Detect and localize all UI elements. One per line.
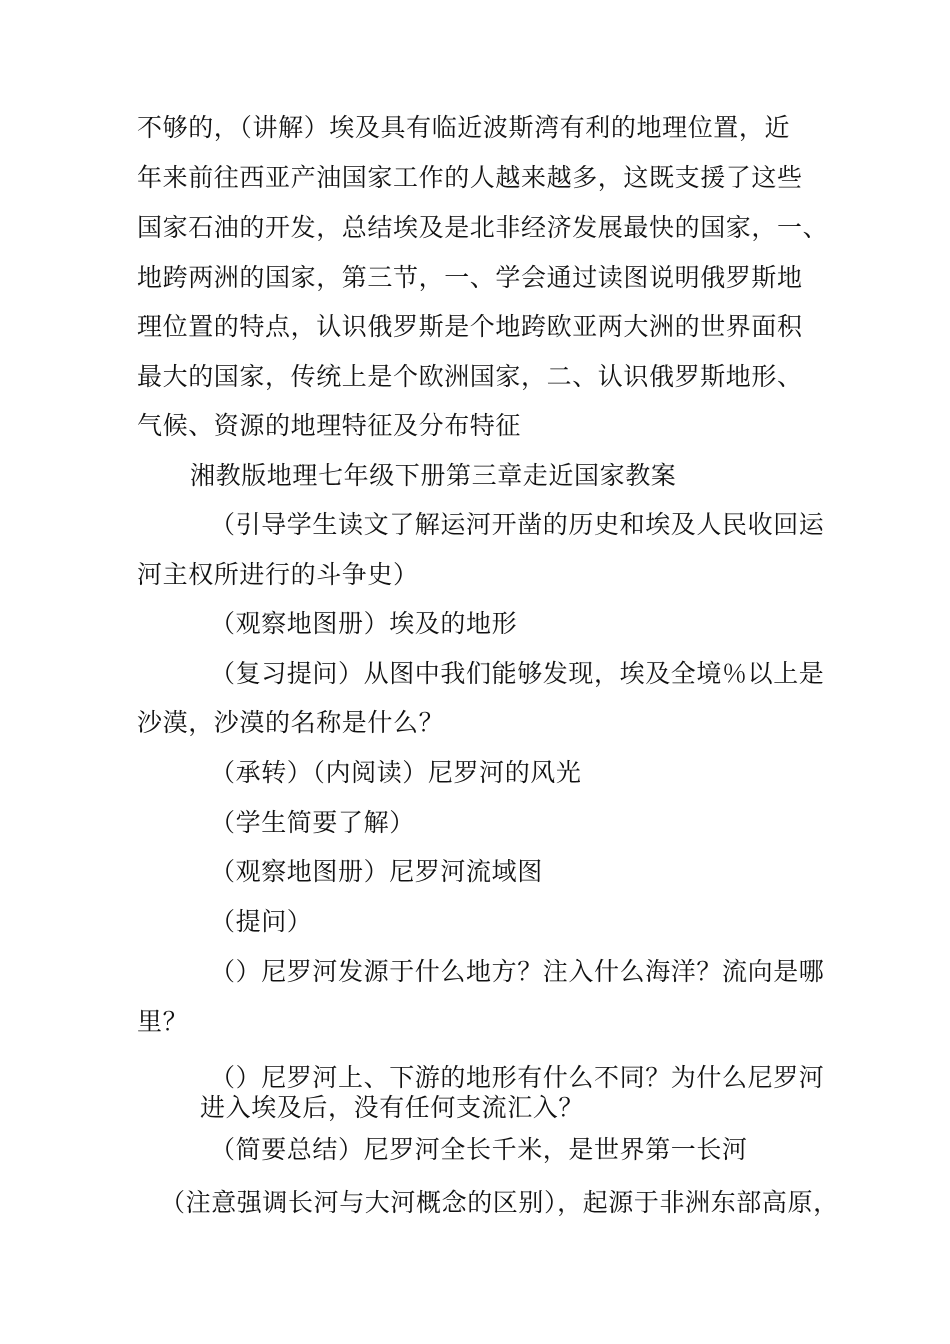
text-line: （观察地图册）尼罗河流域图	[210, 857, 543, 886]
text-line: 地跨两洲的国家，第三节，一、学会通过读图说明俄罗斯地	[137, 263, 803, 292]
text-line: 里？	[137, 1007, 189, 1036]
text-line: 理位置的特点，认识俄罗斯是个地跨欧亚两大洲的世界面积	[137, 312, 803, 341]
text-line: （）尼罗河上、下游的地形有什么不同？为什么尼罗河	[210, 1063, 825, 1092]
text-line: 沙漠，沙漠的名称是什么？	[137, 708, 445, 737]
text-line: （学生简要了解）	[210, 808, 415, 837]
text-line: 河主权所进行的斗争史）	[137, 560, 419, 589]
text-line: （提问）	[210, 907, 313, 936]
text-line: （承转）（内阅读）尼罗河的风光	[210, 758, 582, 787]
text-line: （注意强调长河与大河概念的区别），起源于非洲东部高原，	[160, 1188, 839, 1217]
text-line: （复习提问）从图中我们能够发现，埃及全境％以上是	[210, 659, 825, 688]
text-line: （引导学生读文了解运河开凿的历史和埃及人民收回运	[210, 510, 825, 539]
text-line: 国家石油的开发，总结埃及是北非经济发展最快的国家，一、	[137, 213, 829, 242]
text-line: （）尼罗河发源于什么地方？注入什么海洋？流向是哪	[210, 957, 825, 986]
text-line: 年来前往西亚产油国家工作的人越来越多，这既支援了这些	[137, 163, 803, 192]
text-line: （简要总结）尼罗河全长千米，是世界第一长河	[210, 1135, 748, 1164]
text-line: （观察地图册）埃及的地形	[210, 609, 518, 638]
document-heading: 湘教版地理七年级下册第三章走近国家教案	[190, 461, 677, 490]
text-line: 最大的国家，传统上是个欧洲国家，二、认识俄罗斯地形、	[137, 362, 803, 391]
text-line: 气候、资源的地理特征及分布特征	[137, 411, 522, 440]
text-line: 进入埃及后，没有任何支流汇入？	[200, 1093, 585, 1122]
text-line: 不够的，（讲解）埃及具有临近波斯湾有利的地理位置，近	[137, 113, 791, 142]
